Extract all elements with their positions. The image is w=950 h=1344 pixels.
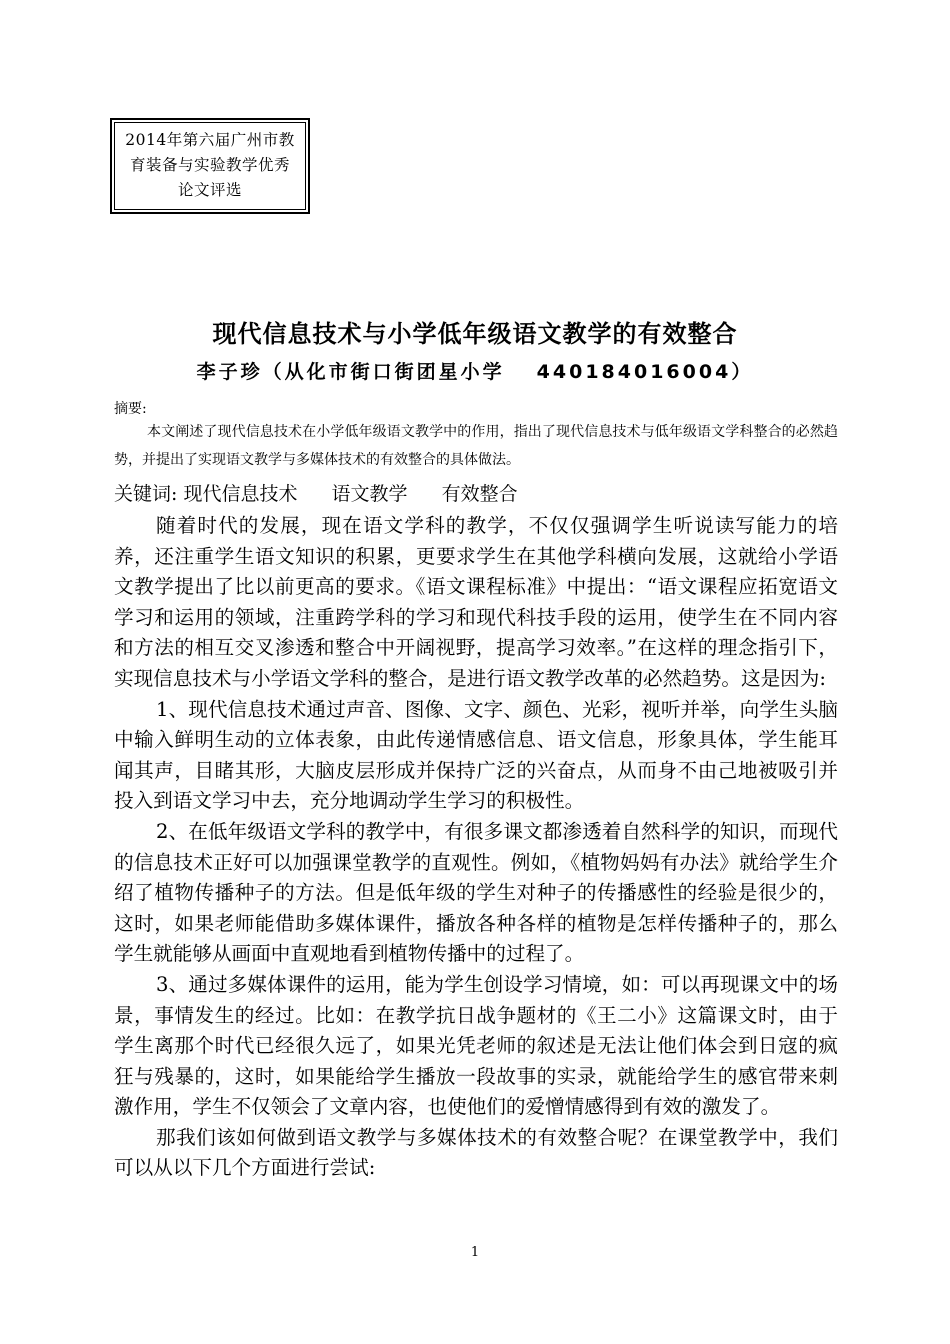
abstract-label: 摘要: [114,401,147,417]
body-paragraph: 那我们该如何做到语文教学与多媒体技术的有效整合呢？在课堂教学中，我们可以从以下几个方面进行尝试: [114,1125,838,1180]
author-name-school: 李子珍（从化市街口街团星小学 [196,361,505,383]
award-line: 2014年第六届广州市教 [125,131,295,149]
body-text [114,511,838,1184]
award-line: 育装备与实验教学优秀 [129,156,290,174]
keyword-item: 有效整合 [441,483,518,505]
award-line: 论文评选 [177,181,242,199]
body-paragraph: 1、现代信息技术通过声音、图像、文字、颜色、光彩，视听并举，向学生头脑中输入鲜明生动的立体表象，由此传递情感信息、语文信息，形象具体，学生能耳闻其声，目睹其形，大脑皮层形成并保持广泛的兴奋点，从而身不由己地被吸引并投入到语文学习中去，充分地调动学生学习的积极性。 [114,697,838,813]
keywords-label: 关键词: [114,483,178,505]
page-number: 1 [470,1245,480,1260]
award-text [116,128,304,203]
keyword-item: 语文教学 [331,483,408,505]
award-box [110,118,310,214]
body-paragraph: 2、在低年级语文学科的教学中，有很多课文都渗透着自然科学的知识，而现代的信息技术正好可以加强课堂教学的直观性。例如，《植物妈妈有办法》就给学生介绍了植物传播种子的方法。但是低年级的学生对种子的传播感性的经验是很少的，这时，如果老师能借助多媒体课件，播放各种各样的植物是怎样传播种子的，那么学生就能够从画面中直观地看到植物传播中的过程了。 [114,819,838,966]
keywords-line [114,479,546,506]
author-code: 440184016004） [536,361,754,383]
body-paragraph: 3、通过多媒体课件的运用，能为学生创设学习情境，如：可以再现课文中的场景，事情发生的经过。比如：在教学抗日战争题材的《王二小》这篇课文时，由于学生离那个时代已经很久远了，如果光凭老师的叙述是无法让他们体会到日寇的疯狂与残暴的，这时，如果能给学生播放一段故事的实录，就能给学生的感官带来刺激作用，学生不仅领会了文章内容，也使他们的爱憎情感得到有效的激发了。 [114,972,838,1119]
keyword-item: 现代信息技术 [183,483,298,505]
abstract-text: 本文阐述了现代信息技术在小学低年级语文教学中的作用，指出了现代信息技术与低年级语文学科整合的必然趋势，并提出了实现语文教学与多媒体技术的有效整合的具体做法。 [114,424,838,468]
author-line [0,357,950,384]
paper-title: 现代信息技术与小学低年级语文教学的有效整合 [212,320,738,348]
body-paragraph: 随着时代的发展，现在语文学科的教学，不仅仅强调学生听说读写能力的培养，还注重学生语文知识的积累，更要求学生在其他学科横向发展，这就给小学语文教学提出了比以前更高的要求。《语文课程标准》中提出：“语文课程应拓宽语文学习和运用的领域，注重跨学科的学习和现代科技手段的运用，使学生在不同内容和方法的相互交叉渗透和整合中开阔视野，提高学习效率。”在这样的理念指引下，实现信息技术与小学语文学科的整合，是进行语文教学改革的必然趋势。这是因为: [114,514,838,690]
